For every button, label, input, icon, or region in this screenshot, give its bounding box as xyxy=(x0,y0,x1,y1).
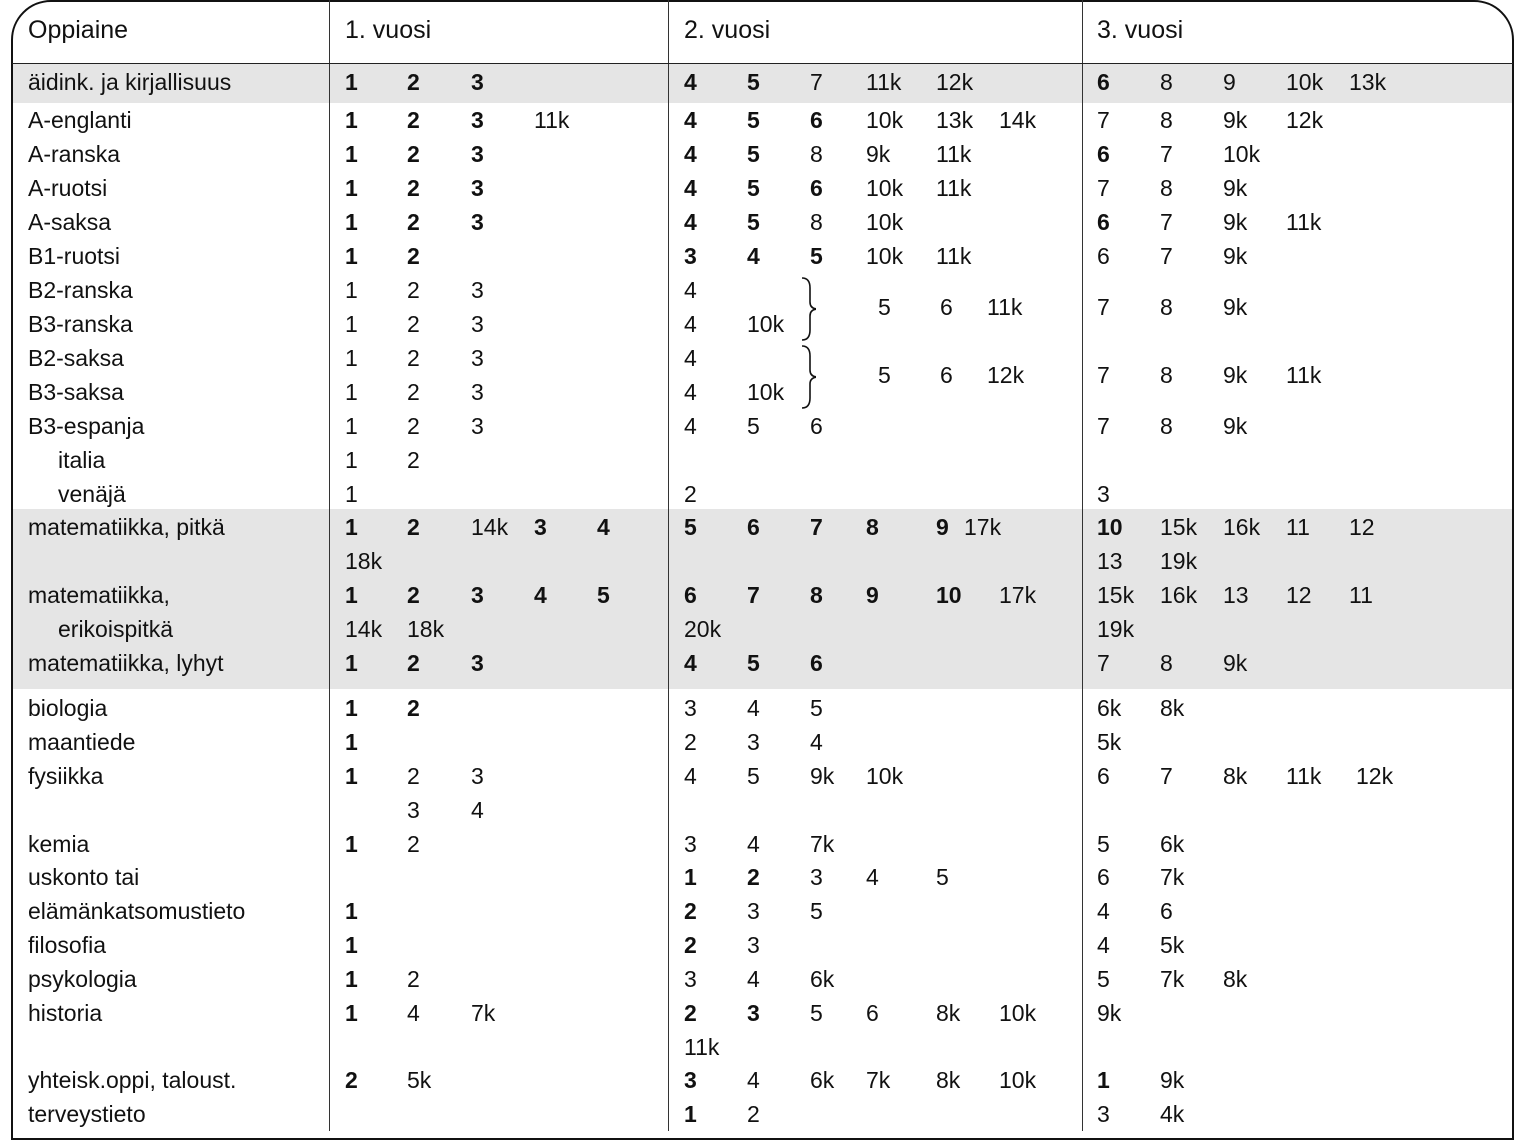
column-header: 2. vuosi xyxy=(684,16,771,44)
course-number: 5 xyxy=(747,209,760,235)
course-number: 10k xyxy=(999,1000,1037,1026)
course-number: 8k xyxy=(936,1067,961,1093)
course-number: 3 xyxy=(471,141,484,167)
course-number: 1 xyxy=(684,864,697,890)
course-number: 1 xyxy=(345,413,358,439)
subject-name: biologia xyxy=(28,695,108,721)
course-number: 3 xyxy=(407,797,420,823)
course-number: 9k xyxy=(1160,1067,1185,1093)
course-number: 10k xyxy=(747,311,785,337)
course-number: 9 xyxy=(936,514,949,540)
course-number: 7 xyxy=(747,582,760,608)
course-number: 10k xyxy=(1223,141,1261,167)
course-number: 9k xyxy=(1223,175,1248,201)
course-number: 1 xyxy=(345,966,358,992)
course-number: 7k xyxy=(1160,864,1185,890)
course-number: 12k xyxy=(987,362,1025,388)
course-number: 6 xyxy=(1097,864,1110,890)
course-number: 6 xyxy=(810,175,823,201)
course-number: 8k xyxy=(1223,966,1248,992)
course-number: 2 xyxy=(407,345,420,371)
course-number: 10k xyxy=(1286,69,1324,95)
course-number: 3 xyxy=(1097,1101,1110,1127)
course-number: 3 xyxy=(747,729,760,755)
course-number: 10k xyxy=(866,209,904,235)
subject-name: filosofia xyxy=(28,932,106,958)
course-number: 20k xyxy=(684,616,722,642)
subject-name: yhteisk.oppi, taloust. xyxy=(28,1067,237,1093)
course-number: 5 xyxy=(810,695,823,721)
course-number: 1 xyxy=(345,582,358,608)
course-number: 4 xyxy=(597,514,610,540)
course-number: 9k xyxy=(810,763,835,789)
course-number: 12k xyxy=(1356,763,1394,789)
course-number: 11k xyxy=(1286,362,1322,388)
column-header: 1. vuosi xyxy=(345,16,432,44)
course-number: 9k xyxy=(1223,650,1248,676)
course-number: 9 xyxy=(1223,69,1236,95)
course-number: 7 xyxy=(1097,175,1110,201)
course-number: 10k xyxy=(747,379,785,405)
course-number: 11k xyxy=(866,69,902,95)
course-number: 2 xyxy=(407,107,420,133)
course-number: 1 xyxy=(345,481,358,507)
course-number: 2 xyxy=(407,650,420,676)
course-number: 14k xyxy=(999,107,1037,133)
course-number: 9k xyxy=(866,141,891,167)
course-number: 7k xyxy=(471,1000,496,1026)
course-number: 12 xyxy=(1286,582,1312,608)
course-number: 19k xyxy=(1160,548,1198,574)
course-number: 6k xyxy=(810,966,835,992)
course-number: 4 xyxy=(747,1067,760,1093)
course-number: 8k xyxy=(1223,763,1248,789)
subject-name: terveystieto xyxy=(28,1101,146,1127)
course-number: 14k xyxy=(471,514,509,540)
subject-name: äidink. ja kirjallisuus xyxy=(28,69,232,95)
course-number: 17k xyxy=(964,514,1002,540)
course-number: 11 xyxy=(1286,514,1310,540)
course-number: 19k xyxy=(1097,616,1135,642)
course-number: 11k xyxy=(684,1034,720,1060)
course-number: 5 xyxy=(810,243,823,269)
curly-brace-icon xyxy=(800,344,816,410)
course-number: 13 xyxy=(1223,582,1249,608)
course-number: 11k xyxy=(936,243,972,269)
course-number: 4 xyxy=(534,582,547,608)
course-number: 3 xyxy=(471,582,484,608)
course-number: 3 xyxy=(684,966,697,992)
course-number: 3 xyxy=(471,650,484,676)
subject-name: B3-espanja xyxy=(28,413,145,439)
course-number: 2 xyxy=(407,311,420,337)
course-number: 1 xyxy=(345,243,358,269)
course-number: 1 xyxy=(345,831,358,857)
course-number: 6 xyxy=(1097,243,1110,269)
course-number: 5 xyxy=(747,413,760,439)
subject-name: A-ruotsi xyxy=(28,175,108,201)
subject-name: B3-saksa xyxy=(28,379,124,405)
course-number: 4 xyxy=(747,243,760,269)
course-number: 8 xyxy=(1160,107,1173,133)
course-number: 3 xyxy=(684,695,697,721)
course-number: 1 xyxy=(345,379,358,405)
curly-brace-icon xyxy=(800,276,816,342)
course-number: 1 xyxy=(345,209,358,235)
course-number: 4 xyxy=(684,763,697,789)
course-number: 3 xyxy=(471,107,484,133)
course-number: 7 xyxy=(1160,209,1173,235)
course-number: 4 xyxy=(471,797,484,823)
course-number: 9k xyxy=(1223,294,1248,320)
course-number: 8 xyxy=(810,141,823,167)
course-number: 9k xyxy=(1097,1000,1122,1026)
column-header: 3. vuosi xyxy=(1097,16,1184,44)
course-number: 3 xyxy=(471,345,484,371)
course-number: 15k xyxy=(1097,582,1135,608)
course-number: 4 xyxy=(684,209,697,235)
course-number: 11k xyxy=(936,175,972,201)
course-number: 3 xyxy=(684,831,697,857)
course-number: 2 xyxy=(407,209,420,235)
course-number: 12k xyxy=(936,69,974,95)
course-number: 6 xyxy=(810,413,823,439)
column-divider xyxy=(668,0,669,1131)
course-number: 5k xyxy=(407,1067,432,1093)
course-number: 8 xyxy=(1160,362,1173,388)
course-number: 2 xyxy=(684,729,697,755)
course-number: 17k xyxy=(999,582,1037,608)
course-number: 10k xyxy=(866,175,904,201)
course-number: 4 xyxy=(1097,898,1110,924)
course-number: 11k xyxy=(936,141,972,167)
course-number: 12 xyxy=(1349,514,1375,540)
course-number: 4 xyxy=(684,277,697,303)
subject-name: matematiikka, xyxy=(28,582,170,608)
course-number: 5k xyxy=(1097,729,1122,755)
course-number: 10k xyxy=(866,243,904,269)
course-number: 8 xyxy=(866,514,879,540)
subject-name: erikoispitkä xyxy=(58,616,174,642)
course-number: 8 xyxy=(1160,413,1173,439)
course-number: 8 xyxy=(1160,175,1173,201)
course-number: 1 xyxy=(684,1101,697,1127)
subject-name: A-englanti xyxy=(28,107,132,133)
course-number: 10k xyxy=(866,107,904,133)
course-number: 3 xyxy=(471,379,484,405)
column-divider xyxy=(1082,0,1083,1131)
course-number: 2 xyxy=(684,932,697,958)
course-number: 4k xyxy=(1160,1101,1185,1127)
subject-name: uskonto tai xyxy=(28,864,140,890)
course-number: 1 xyxy=(345,932,358,958)
subject-name: venäjä xyxy=(58,481,126,507)
course-number: 15k xyxy=(1160,514,1198,540)
course-number: 9k xyxy=(1223,243,1248,269)
course-number: 3 xyxy=(471,69,484,95)
course-number: 1 xyxy=(345,345,358,371)
course-number: 9k xyxy=(1223,107,1248,133)
course-number: 9k xyxy=(1223,413,1248,439)
course-number: 2 xyxy=(407,243,420,269)
course-number: 7k xyxy=(810,831,835,857)
course-number: 4 xyxy=(1097,932,1110,958)
course-number: 3 xyxy=(471,175,484,201)
course-number: 3 xyxy=(684,243,697,269)
course-number: 10 xyxy=(1097,514,1123,540)
course-number: 5 xyxy=(747,107,760,133)
course-number: 4 xyxy=(684,311,697,337)
course-number: 9k xyxy=(1223,362,1248,388)
course-number: 4 xyxy=(684,141,697,167)
course-number: 4 xyxy=(866,864,879,890)
course-number: 2 xyxy=(407,175,420,201)
subject-name: italia xyxy=(58,447,106,473)
course-number: 2 xyxy=(407,141,420,167)
course-number: 5 xyxy=(747,763,760,789)
course-number: 3 xyxy=(471,763,484,789)
course-number: 5 xyxy=(878,294,891,320)
course-number: 8k xyxy=(936,1000,961,1026)
course-number: 13k xyxy=(936,107,974,133)
course-number: 5 xyxy=(936,864,949,890)
course-number: 1 xyxy=(345,729,358,755)
course-number: 4 xyxy=(684,107,697,133)
course-number: 4 xyxy=(747,695,760,721)
course-number: 5 xyxy=(747,69,760,95)
course-number: 1 xyxy=(345,514,358,540)
course-number: 1 xyxy=(345,447,358,473)
course-number: 2 xyxy=(747,1101,760,1127)
course-number: 1 xyxy=(345,107,358,133)
course-number: 8k xyxy=(1160,695,1185,721)
course-number: 16k xyxy=(1160,582,1198,608)
course-number: 7 xyxy=(1097,107,1110,133)
course-number: 11k xyxy=(1286,209,1322,235)
course-number: 4 xyxy=(684,413,697,439)
course-number: 6 xyxy=(866,1000,879,1026)
subject-name: kemia xyxy=(28,831,90,857)
course-number: 5 xyxy=(1097,966,1110,992)
course-number: 3 xyxy=(471,311,484,337)
course-number: 2 xyxy=(747,864,760,890)
subject-name: B2-saksa xyxy=(28,345,124,371)
course-number: 7k xyxy=(866,1067,891,1093)
course-number: 2 xyxy=(407,277,420,303)
course-number: 3 xyxy=(471,413,484,439)
course-number: 7 xyxy=(1160,243,1173,269)
course-number: 10 xyxy=(936,582,962,608)
course-number: 2 xyxy=(407,379,420,405)
course-number: 9 xyxy=(866,582,879,608)
subject-name: maantiede xyxy=(28,729,136,755)
course-number: 9k xyxy=(1223,209,1248,235)
course-number: 11k xyxy=(534,107,570,133)
course-number: 7 xyxy=(1160,763,1173,789)
course-number: 10k xyxy=(999,1067,1037,1093)
course-number: 2 xyxy=(407,966,420,992)
course-number: 2 xyxy=(407,695,420,721)
course-number: 2 xyxy=(407,413,420,439)
course-number: 1 xyxy=(345,311,358,337)
course-number: 8 xyxy=(1160,294,1173,320)
course-number: 3 xyxy=(684,1067,697,1093)
subject-name: B2-ranska xyxy=(28,277,133,303)
course-number: 3 xyxy=(747,932,760,958)
course-number: 16k xyxy=(1223,514,1261,540)
course-number: 7 xyxy=(810,514,823,540)
subject-name: matematiikka, pitkä xyxy=(28,514,225,540)
course-number: 6 xyxy=(1097,69,1110,95)
course-number: 6 xyxy=(810,107,823,133)
course-number: 6 xyxy=(940,294,953,320)
course-number: 11k xyxy=(1286,763,1322,789)
course-number: 1 xyxy=(345,175,358,201)
course-number: 18k xyxy=(345,548,383,574)
course-number: 13 xyxy=(1097,548,1123,574)
course-number: 5 xyxy=(747,175,760,201)
course-number: 5 xyxy=(810,898,823,924)
course-number: 5 xyxy=(684,514,697,540)
course-number: 7k xyxy=(1160,966,1185,992)
header-divider xyxy=(12,63,1513,64)
course-number: 3 xyxy=(747,898,760,924)
course-number: 6 xyxy=(1097,141,1110,167)
course-number: 1 xyxy=(345,695,358,721)
course-number: 2 xyxy=(407,763,420,789)
course-number: 11 xyxy=(1349,582,1373,608)
course-number: 6 xyxy=(810,650,823,676)
course-number: 1 xyxy=(345,141,358,167)
course-number: 13k xyxy=(1349,69,1387,95)
course-number: 5 xyxy=(1097,831,1110,857)
course-number: 2 xyxy=(407,447,420,473)
course-number: 8 xyxy=(810,582,823,608)
course-number: 4 xyxy=(747,831,760,857)
course-number: 6 xyxy=(940,362,953,388)
column-header: Oppiaine xyxy=(28,16,129,44)
course-number: 1 xyxy=(1097,1067,1110,1093)
course-number: 12k xyxy=(1286,107,1324,133)
course-number: 2 xyxy=(684,481,697,507)
course-number: 6 xyxy=(1097,209,1110,235)
course-number: 6k xyxy=(1097,695,1122,721)
course-number: 2 xyxy=(407,831,420,857)
course-number: 7 xyxy=(1160,141,1173,167)
subject-name: matematiikka, lyhyt xyxy=(28,650,224,676)
course-number: 7 xyxy=(810,69,823,95)
course-number: 2 xyxy=(684,898,697,924)
course-number: 6k xyxy=(810,1067,835,1093)
course-number: 8 xyxy=(1160,69,1173,95)
subject-name: B1-ruotsi xyxy=(28,243,121,269)
course-number: 6 xyxy=(747,514,760,540)
subject-name: A-ranska xyxy=(28,141,121,167)
course-number: 2 xyxy=(407,69,420,95)
course-number: 1 xyxy=(345,763,358,789)
course-number: 3 xyxy=(810,864,823,890)
course-number: 3 xyxy=(747,1000,760,1026)
course-number: 7 xyxy=(1097,413,1110,439)
course-number: 5k xyxy=(1160,932,1185,958)
course-number: 2 xyxy=(407,582,420,608)
course-number: 5 xyxy=(878,362,891,388)
course-number: 6k xyxy=(1160,831,1185,857)
subject-name: historia xyxy=(28,1000,103,1026)
course-number: 4 xyxy=(747,966,760,992)
subject-name: A-saksa xyxy=(28,209,112,235)
course-number: 5 xyxy=(747,141,760,167)
course-number: 6 xyxy=(1097,763,1110,789)
course-number: 1 xyxy=(345,69,358,95)
column-divider xyxy=(329,0,330,1131)
course-number: 11k xyxy=(987,294,1023,320)
course-number: 2 xyxy=(345,1067,358,1093)
course-number: 8 xyxy=(1160,650,1173,676)
course-number: 8 xyxy=(810,209,823,235)
course-number: 6 xyxy=(1160,898,1173,924)
subject-name: elämänkatsomustieto xyxy=(28,898,246,924)
course-number: 7 xyxy=(1097,362,1110,388)
course-number: 4 xyxy=(407,1000,420,1026)
course-number: 3 xyxy=(471,209,484,235)
subject-name: psykologia xyxy=(28,966,137,992)
course-number: 14k xyxy=(345,616,383,642)
course-number: 4 xyxy=(684,379,697,405)
course-number: 5 xyxy=(597,582,610,608)
subject-name: fysiikka xyxy=(28,763,104,789)
course-number: 4 xyxy=(684,175,697,201)
course-number: 10k xyxy=(866,763,904,789)
course-number: 5 xyxy=(810,1000,823,1026)
course-number: 3 xyxy=(534,514,547,540)
course-number: 2 xyxy=(684,1000,697,1026)
course-number: 3 xyxy=(471,277,484,303)
course-number: 1 xyxy=(345,650,358,676)
course-number: 2 xyxy=(407,514,420,540)
course-number: 4 xyxy=(684,650,697,676)
course-number: 7 xyxy=(1097,294,1110,320)
course-number: 3 xyxy=(1097,481,1110,507)
course-number: 4 xyxy=(684,69,697,95)
course-number: 1 xyxy=(345,1000,358,1026)
course-number: 7 xyxy=(1097,650,1110,676)
course-number: 4 xyxy=(810,729,823,755)
course-number: 6 xyxy=(684,582,697,608)
course-number: 1 xyxy=(345,277,358,303)
course-number: 1 xyxy=(345,898,358,924)
course-number: 4 xyxy=(684,345,697,371)
subject-name: B3-ranska xyxy=(28,311,133,337)
course-number: 5 xyxy=(747,650,760,676)
course-number: 18k xyxy=(407,616,445,642)
